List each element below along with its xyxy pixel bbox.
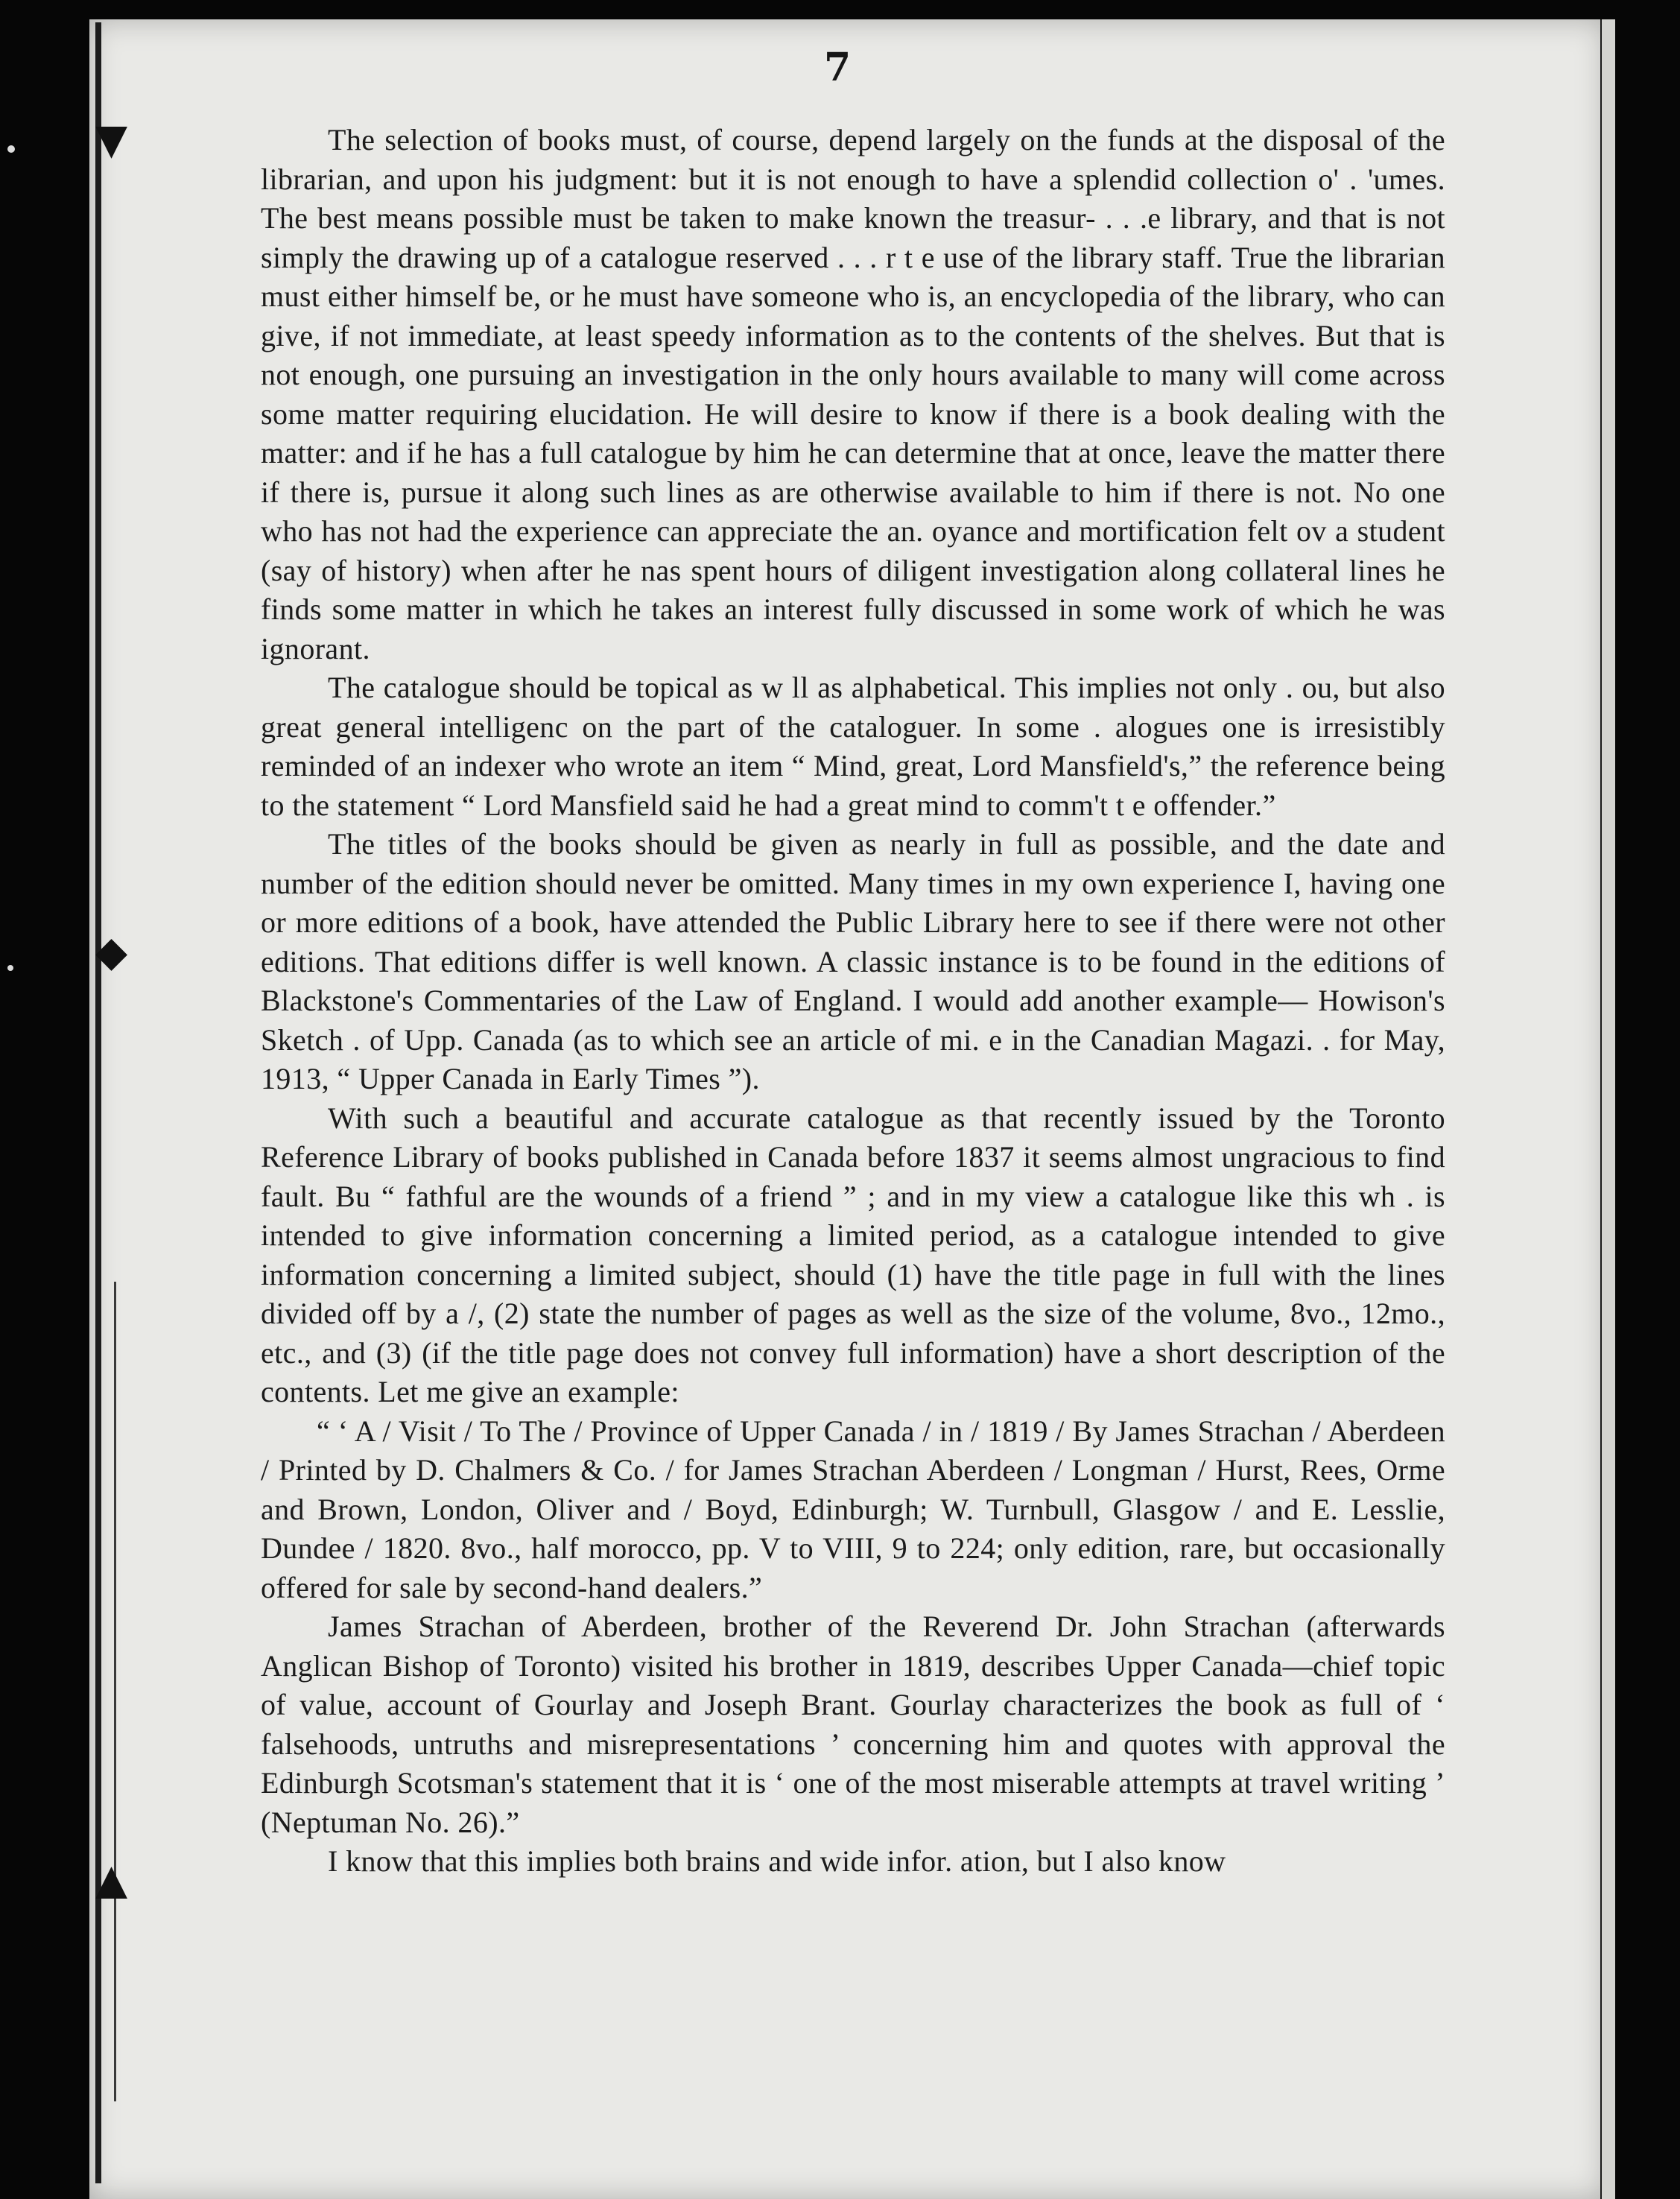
scan-dust-dot xyxy=(7,965,13,971)
scan-dust-dot xyxy=(7,145,15,153)
binding-stitch-mark: ◆ xyxy=(95,928,128,976)
quoted-catalogue-entry: “ ‘ A / Visit / To The / Province of Upper Canada / in / 1819 / By James Strachan / Aberdeen / Printed by D. Chalmers & Co. / for James Strachan Aberdeen / Longman / Hurst, Rees, Orme and Brown, London, Oliver and / Boyd, Edinburgh; W. Turnbull, Glasgow / and E. Lesslie, Dundee / 1820. 8vo., half morocco, pp. V to VIII, 9 to 224; only edition, rare, but occasionally offered for sale by second-hand dealers.” xyxy=(261,1414,1445,1604)
binding-stitch-mark: ▲ xyxy=(95,1855,128,1904)
paragraph: With such a beautiful and accurate catalogue as that recently issued by the Toronto Reference Library of books published in Canada before 1837 it seems almost ungracious to find fault. Bu “ fathful are the wounds of a friend ” ; and in my view a catalogue like this wh . is intended to give information concerning a limited period, as a catalogue intended to give information concerning a limited subject, should (1) have the title page in full with the lines divided off by a /, (2) state the number of pages as well as the size of the volume, 8vo., 12mo., etc., and (3) (if the title page does not convey full information) have a short description of the contents. Let me give an example: xyxy=(261,1101,1445,1408)
paragraph: The selection of books must, of course, depend largely on the funds at the disposal of the librarian, and upon his judgment: but it is not enough to have a splendid collection o' . 'umes. The best means possible must be taken to make known the treasur- . . .e library, and that is not simply the drawing up of a catalogue reserved . . . r t e use of the library staff. True the librarian must either himself be, or he must have someone who is, an encyclopedia of the library, who can give, if not immediate, at least speedy information as to the contents of the shelves. But that is not enough, one pursuing an investigation in the only hours available to many will come across some matter requiring elucidation. He will desire to know if there is a book dealing with the matter: and if he has a full catalogue by him he can determine that at once, leave the matter there if there is, pursue it along such lines as are otherwise available to him if there is not. No one who has not had the experience can appreciate the an. oyance and mortification felt ov a student (say of history) when after he nas spent hours of diligent investigation along collateral lines he finds some matter in which he takes an interest fully discussed in some work of which he was ignorant. xyxy=(261,123,1445,665)
paragraph: The titles of the books should be given as nearly in full as possible, and the date and number of the edition should never be omitted. Many times in my own experience I, having one or more editions of a book, have attended the Public Library here to see if there were not other editions. That editions differ is well known. A classic instance is to be found in the editions of Blackstone's Commentaries of the Law of England. I would add another example— Howison's Sketch . of Upp. Canada (as to which see an article of mi. e in the Canadian Magazi. . for May, 1913, “ Upper Canada in Early Times ”). xyxy=(261,827,1445,1095)
body-text xyxy=(261,121,1445,1882)
paragraph: The catalogue should be topical as w ll as alphabetical. This implies not only . ou, but also great general intelligenc on the part of the cataloguer. In some . alogues one is irresistibly reminded of an indexer who wrote an item “ Mind, great, Lord Mansfield's,” the reference being to the statement “ Lord Mansfield said he had a great mind to comm't t e offender.” xyxy=(261,671,1445,822)
binding-rule-lower xyxy=(114,1282,116,2101)
paragraph: I know that this implies both brains and wide infor. ation, but I also know xyxy=(328,1844,1226,1878)
paragraph: James Strachan of Aberdeen, brother of the Reverend Dr. John Strachan (afterwards Anglican Bishop of Toronto) visited his brother in 1819, describes Upper Canada—chief topic of value, account of Gourlay and Joseph Brant. Gourlay characterizes the book as full of ‘ falsehoods, untruths and misrepresentations ’ concerning him and quotes with approval the Edinburgh Scotsman's statement that it is ‘ one of the most miserable attempts at travel writing ’ (Neptuman No. 26).” xyxy=(261,1610,1445,1839)
binding-stitch-mark: ▼ xyxy=(95,116,128,164)
page-edge xyxy=(1600,19,1615,2199)
page-number: 7 xyxy=(824,45,852,90)
